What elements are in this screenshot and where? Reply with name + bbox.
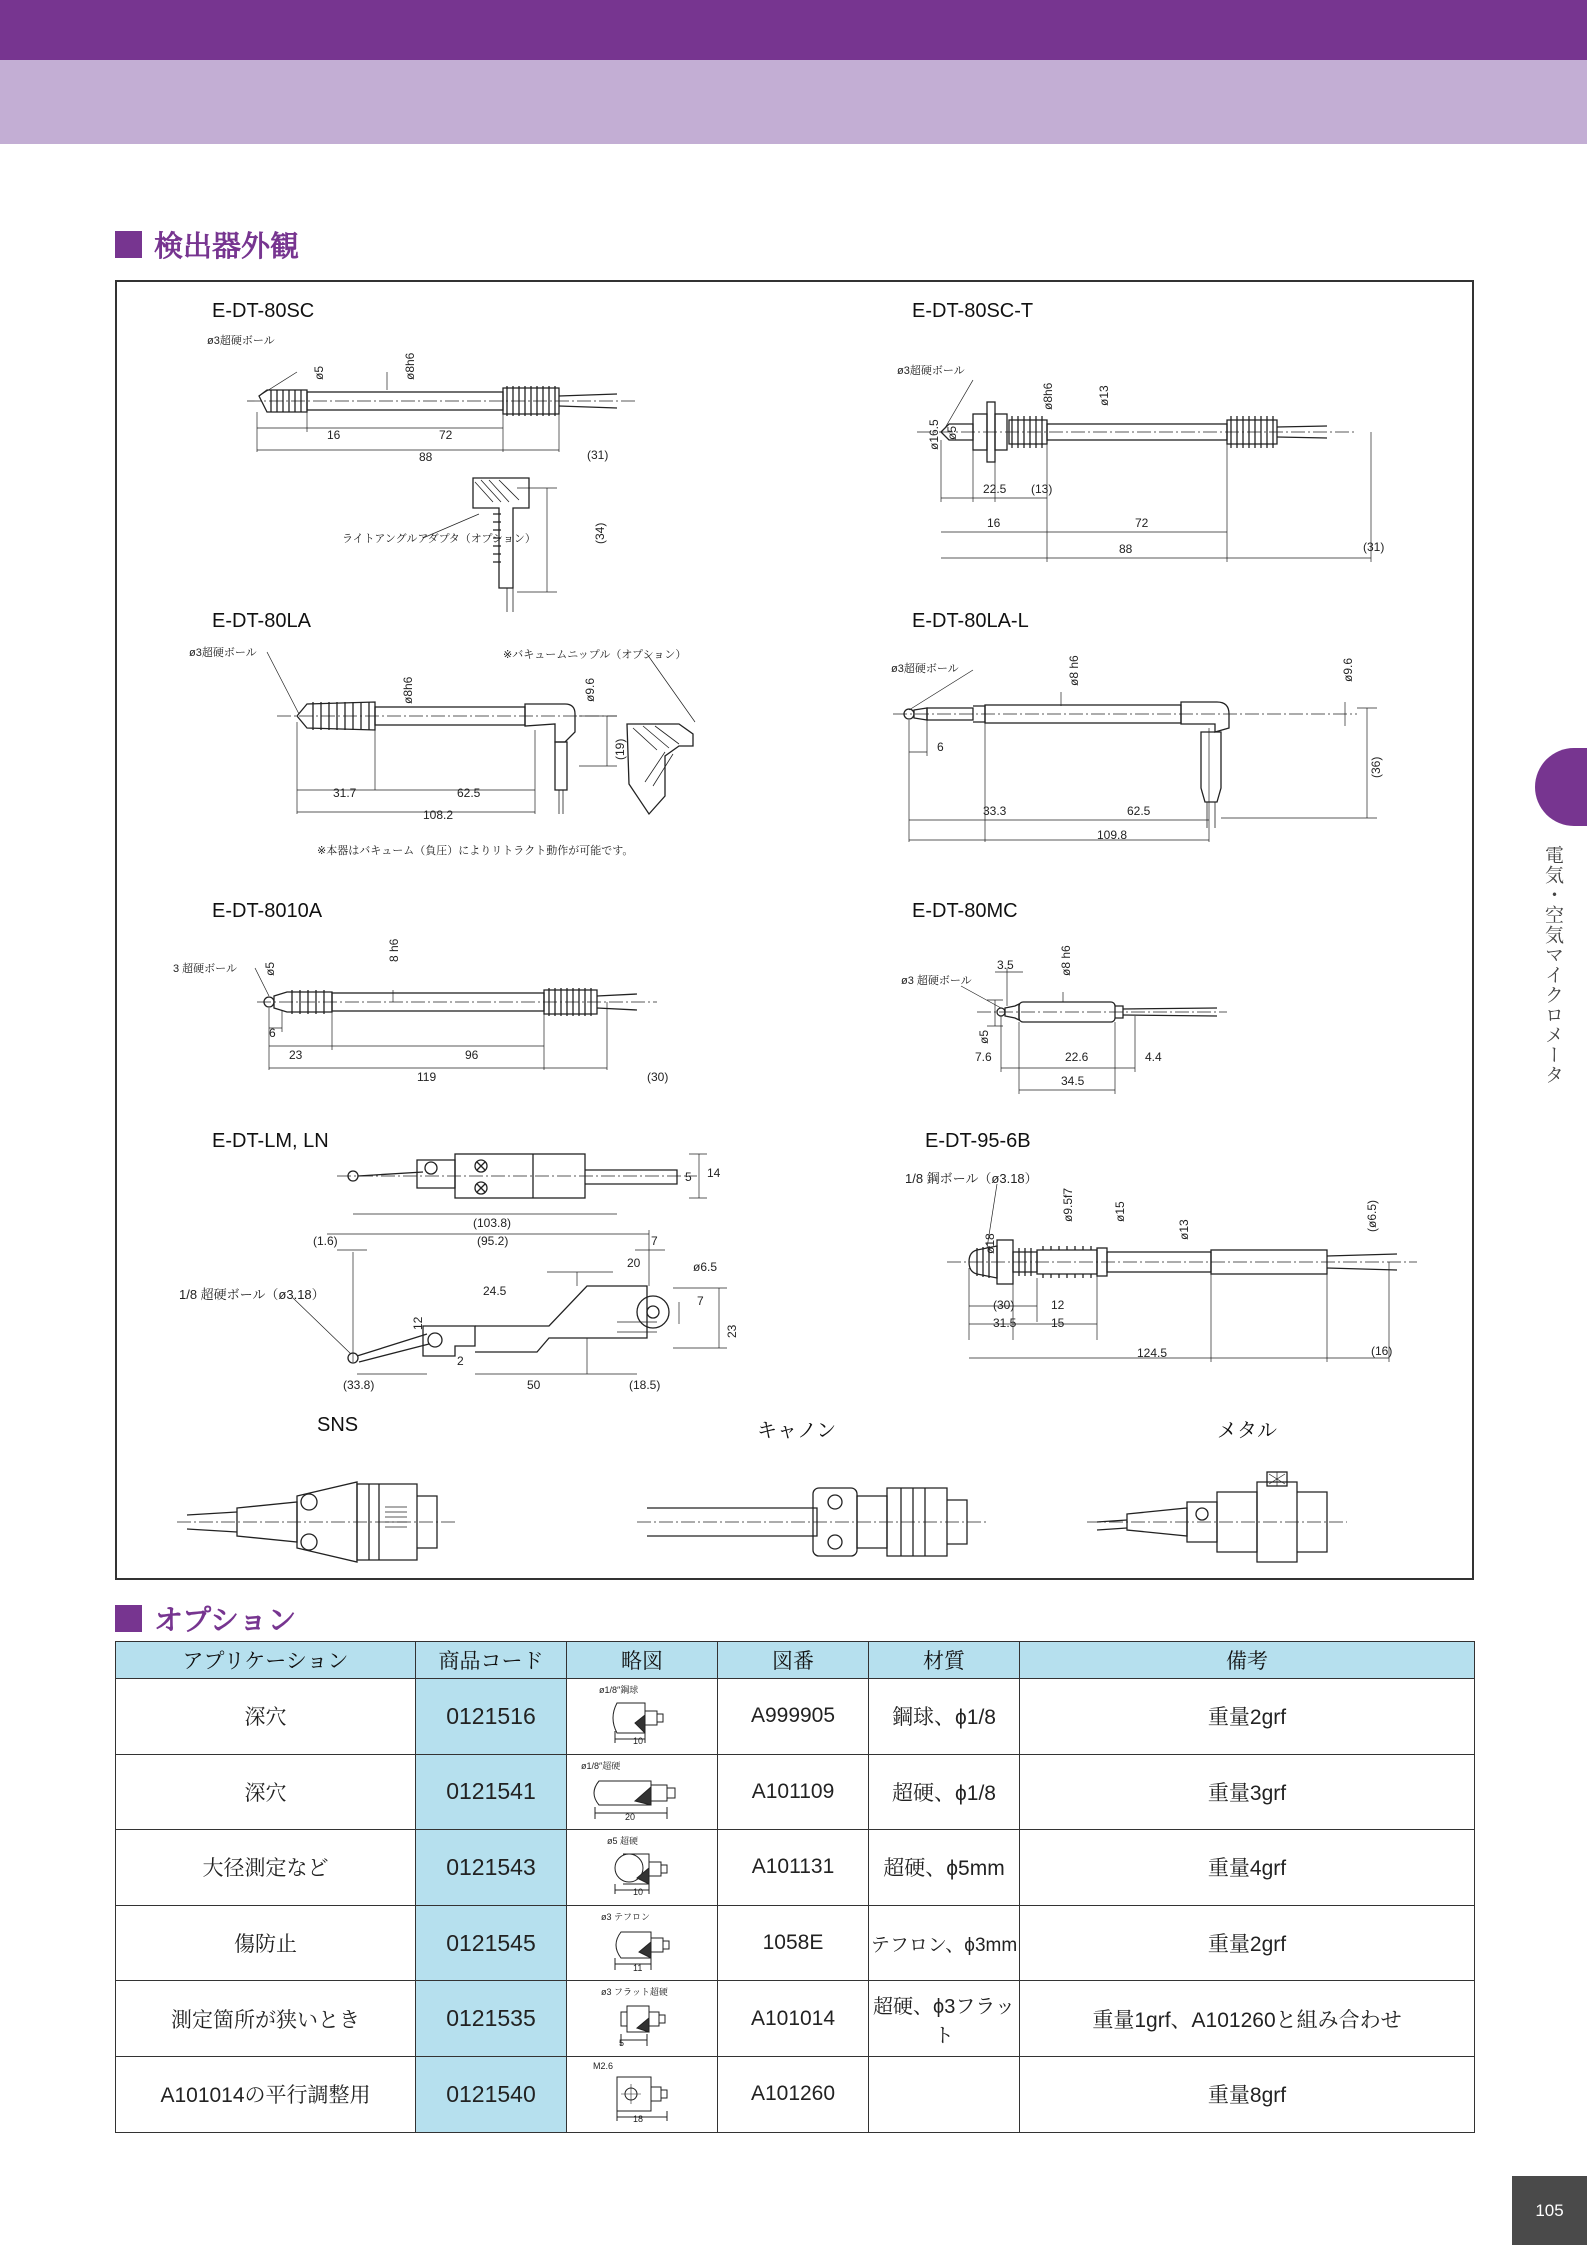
cell-figure: 1058E xyxy=(718,1905,869,1981)
cell-figure: A101109 xyxy=(718,1754,869,1830)
probe-drawing xyxy=(797,882,1476,1112)
connector-label-metal: メタル xyxy=(1217,1420,1277,1442)
cell-figure: A101014 xyxy=(718,1981,869,2057)
dim: (18.5) xyxy=(629,1378,661,1392)
cell-sketch xyxy=(567,1754,718,1830)
probe-drawing xyxy=(117,882,797,1112)
dim: ø5 xyxy=(312,365,326,380)
dim: 14 xyxy=(707,1166,721,1180)
connector-label-cannon: キャノン xyxy=(757,1420,837,1442)
sketch-label: M2.6 xyxy=(593,2060,614,2071)
dim: 16 xyxy=(327,428,341,442)
drawing-e-dt-8010a xyxy=(117,882,797,1112)
adapter-label: ライトアングルアダプタ（オプション） xyxy=(342,533,536,545)
col-figure: 図番 xyxy=(718,1642,869,1679)
sketch-dim: 11 xyxy=(633,1962,643,1973)
drawing-e-dt-80mc xyxy=(797,882,1476,1112)
dim: (34) xyxy=(593,522,607,544)
dim: 6 xyxy=(937,740,944,754)
table-row xyxy=(116,1830,1475,1906)
cell-material xyxy=(869,2056,1020,2132)
cell-code: 0121540 xyxy=(416,2056,567,2132)
cell-figure: A101260 xyxy=(718,2056,869,2132)
ball-label: ø3 超硬ボール xyxy=(901,975,972,987)
side-category-label: 電気・空気マイクロメータ xyxy=(1542,845,1563,1085)
cell-sketch xyxy=(567,1830,718,1906)
cell-code: 0121545 xyxy=(416,1905,567,1981)
dim: (16) xyxy=(1371,1344,1393,1358)
table-row xyxy=(116,1905,1475,1981)
side-tab xyxy=(1535,748,1587,826)
dim: (31) xyxy=(587,448,609,462)
dim: 23 xyxy=(289,1048,303,1062)
ball-label: ø3超硬ボール xyxy=(897,365,965,377)
dim: (36) xyxy=(1369,756,1383,778)
drawings-box xyxy=(115,280,1474,1580)
sketch-label: ø1/8″超硬 xyxy=(581,1760,621,1771)
cell-code: 0121535 xyxy=(416,1981,567,2057)
dim: (31) xyxy=(1363,540,1385,554)
sketch-dim: 5 xyxy=(619,2038,625,2049)
dim: 31.7 xyxy=(333,786,357,800)
col-code: 商品コード xyxy=(416,1642,567,1679)
cell-notes: 重量1grf、A101260と組み合わせ xyxy=(1020,1981,1475,2057)
sketch-dim: 18 xyxy=(633,2113,644,2124)
dim: (1.6) xyxy=(313,1234,338,1248)
ball-label: 1/8 鋼ボール（ø3.18） xyxy=(905,1171,1038,1186)
cell-sketch xyxy=(567,1981,718,2057)
probe-drawing xyxy=(797,592,1476,882)
drawing-e-dt-80la xyxy=(117,592,797,882)
dim: 23 xyxy=(725,1324,739,1338)
connector-row xyxy=(117,1412,1476,1582)
dim: ø6.5 xyxy=(693,1260,718,1274)
section-title-options: オプション xyxy=(115,1598,296,1639)
drawing-e-dt-80sc xyxy=(117,282,797,602)
sketch-label: ø1/8″鋼球 xyxy=(599,1685,639,1695)
model-name: E-DT-8010A xyxy=(212,900,323,922)
dim: ø13 xyxy=(1177,1219,1191,1240)
dim: ø8 h6 xyxy=(1067,655,1081,686)
dim: 34.5 xyxy=(1061,1074,1085,1088)
dim: 22.6 xyxy=(1065,1050,1089,1064)
col-material: 材質 xyxy=(869,1642,1020,1679)
dim: 108.2 xyxy=(423,808,454,822)
dim: 22.5 xyxy=(983,482,1007,496)
dim: 24.5 xyxy=(483,1284,507,1298)
model-name: E-DT-80LA xyxy=(212,610,311,632)
sketch-label: ø3 テフロン xyxy=(601,1911,651,1922)
drawing-e-dt-80la-l xyxy=(797,592,1476,882)
ball-label: 3 超硬ボール xyxy=(173,963,237,975)
table-row xyxy=(116,1981,1475,2057)
drawing-e-dt-lm-ln xyxy=(117,1112,797,1402)
dim: 88 xyxy=(419,450,433,464)
cell-application: 大径測定など xyxy=(116,1830,416,1906)
dim: ø13 xyxy=(1097,385,1111,406)
nipple-label: ※バキュームニップル（オプション） xyxy=(503,649,687,661)
dim: ø5 xyxy=(945,425,959,440)
sketch-dim: 20 xyxy=(625,1811,636,1822)
sketch-label: ø3 フラット超硬 xyxy=(601,1987,668,1998)
cell-figure: A999905 xyxy=(718,1679,869,1755)
header-band xyxy=(0,0,1587,60)
drawing-e-dt-95-6b xyxy=(797,1112,1476,1402)
ball-label: 1/8 超硬ボール（ø3.18） xyxy=(179,1287,325,1302)
dim: ø15 xyxy=(1113,1201,1127,1222)
dim: 6 xyxy=(269,1026,276,1040)
section-marker-icon xyxy=(115,231,142,258)
cell-material: 超硬、ϕ3フラット xyxy=(869,1981,1020,2057)
dim: ø16.5 xyxy=(927,419,941,450)
probe-drawing xyxy=(117,592,797,882)
dim: (ø6.5) xyxy=(1365,1199,1379,1232)
dim: 109.8 xyxy=(1097,828,1128,842)
dim: 3.5 xyxy=(997,958,1014,972)
dim: 62.5 xyxy=(1127,804,1151,818)
dim: 31.5 xyxy=(993,1316,1017,1330)
cell-notes: 重量2grf xyxy=(1020,1905,1475,1981)
dim: 8 h6 xyxy=(387,938,401,962)
dim: 15 xyxy=(1051,1316,1065,1330)
table-header-row xyxy=(116,1642,1475,1679)
dim: ø5 xyxy=(263,961,277,976)
dim: 88 xyxy=(1119,542,1133,556)
dim: (19) xyxy=(613,738,627,760)
dim: 5 xyxy=(685,1170,692,1184)
ball-label: ø3超硬ボール xyxy=(189,647,257,659)
drawing-e-dt-80sc-t xyxy=(797,282,1476,602)
dim: 62.5 xyxy=(457,786,481,800)
cell-code: 0121541 xyxy=(416,1754,567,1830)
col-sketch: 略図 xyxy=(567,1642,718,1679)
cell-application: 傷防止 xyxy=(116,1905,416,1981)
dim: 7 xyxy=(697,1294,704,1308)
dim: ø8h6 xyxy=(401,676,415,704)
dim: ø5 xyxy=(977,1029,991,1044)
dim: (30) xyxy=(993,1298,1015,1312)
dim: (13) xyxy=(1031,482,1053,496)
section-marker-icon xyxy=(115,1605,142,1632)
section-title-appearance: 検出器外観 xyxy=(115,224,299,265)
table-row xyxy=(116,1754,1475,1830)
dim: 7.6 xyxy=(975,1050,992,1064)
table-row xyxy=(116,1679,1475,1755)
probe-drawing xyxy=(797,282,1476,602)
connector-label-sns: SNS xyxy=(317,1414,359,1436)
cell-material: 超硬、ϕ5mm xyxy=(869,1830,1020,1906)
dim: 12 xyxy=(411,1316,425,1330)
page-number: 105 xyxy=(1512,2176,1587,2245)
dim: ø18 xyxy=(983,1233,997,1254)
cell-notes: 重量4grf xyxy=(1020,1830,1475,1906)
dim: ø9.5f7 xyxy=(1061,1187,1075,1222)
cell-material: 超硬、ϕ1/8 xyxy=(869,1754,1020,1830)
dim: (103.8) xyxy=(473,1216,512,1230)
dim: 119 xyxy=(417,1070,437,1084)
dim: (30) xyxy=(647,1070,669,1084)
probe-drawing xyxy=(117,1112,797,1402)
dim: 20 xyxy=(627,1256,641,1270)
cell-sketch xyxy=(567,2056,718,2132)
dim: ø8 h6 xyxy=(1059,945,1073,976)
dim: (33.8) xyxy=(343,1378,375,1392)
cell-material: 鋼球、ϕ1/8 xyxy=(869,1679,1020,1755)
dim: 7 xyxy=(651,1234,658,1248)
dim: 96 xyxy=(465,1048,479,1062)
cell-application: 深穴 xyxy=(116,1754,416,1830)
cell-code: 0121543 xyxy=(416,1830,567,1906)
model-name: E-DT-80MC xyxy=(912,900,1018,922)
cell-application: 測定箇所が狭いとき xyxy=(116,1981,416,2057)
dim: 4.4 xyxy=(1145,1050,1162,1064)
ball-label: ø3超硬ボール xyxy=(207,335,275,347)
dim: 16 xyxy=(987,516,1001,530)
cell-application: 深穴 xyxy=(116,1679,416,1755)
options-table xyxy=(115,1641,1475,2133)
model-name: E-DT-80SC-T xyxy=(912,300,1034,322)
connector-drawings xyxy=(117,1412,1476,1582)
cell-application: A101014の平行調整用 xyxy=(116,2056,416,2132)
cell-sketch xyxy=(567,1905,718,1981)
col-application: アプリケーション xyxy=(116,1642,416,1679)
dim: 72 xyxy=(1135,516,1149,530)
footnote: ※本器はバキューム（負圧）によりリトラクト動作が可能です。 xyxy=(317,845,634,857)
cell-notes: 重量8grf xyxy=(1020,2056,1475,2132)
dim: 2 xyxy=(457,1354,464,1368)
col-notes: 備考 xyxy=(1020,1642,1475,1679)
sketch-dim: 10 xyxy=(633,1736,644,1746)
sketch-dim: 10 xyxy=(633,1887,644,1898)
ball-label: ø3超硬ボール xyxy=(891,663,959,675)
dim: ø9.6 xyxy=(1341,657,1355,682)
table-row xyxy=(116,2056,1475,2132)
cell-code: 0121516 xyxy=(416,1679,567,1755)
model-name: E-DT-LM, LN xyxy=(212,1130,329,1152)
dim: ø8h6 xyxy=(403,352,417,380)
model-name: E-DT-95-6B xyxy=(925,1130,1031,1152)
probe-drawing xyxy=(797,1112,1476,1402)
model-name: E-DT-80SC xyxy=(212,300,315,322)
cell-material: テフロン、ϕ3mm xyxy=(869,1905,1020,1981)
dim: (95.2) xyxy=(477,1234,509,1248)
cell-sketch xyxy=(567,1679,718,1755)
dim: 72 xyxy=(439,428,453,442)
header-subband xyxy=(0,60,1587,144)
cell-figure: A101131 xyxy=(718,1830,869,1906)
dim: 50 xyxy=(527,1378,541,1392)
dim: 12 xyxy=(1051,1298,1065,1312)
dim: 33.3 xyxy=(983,804,1007,818)
cell-notes: 重量3grf xyxy=(1020,1754,1475,1830)
cell-notes: 重量2grf xyxy=(1020,1679,1475,1755)
dim: ø9.6 xyxy=(583,677,597,702)
sketch-label: ø5 超硬 xyxy=(607,1836,639,1847)
dim: ø8h6 xyxy=(1041,382,1055,410)
model-name: E-DT-80LA-L xyxy=(912,610,1029,632)
dim: 124.5 xyxy=(1137,1346,1168,1360)
probe-drawing xyxy=(117,282,797,602)
